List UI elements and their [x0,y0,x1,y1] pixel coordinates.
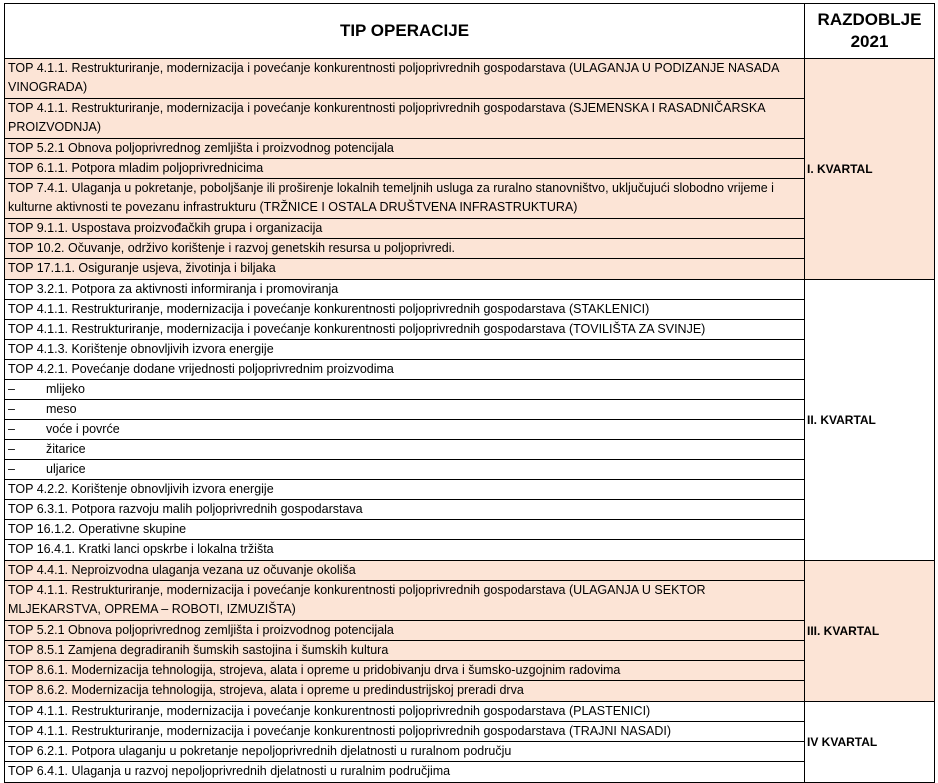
list-dash: – [8,382,15,396]
operation-text: uljarice [46,462,86,476]
operation-text: TOP 4.1.1. Restrukturiranje, modernizacija i povećanje konkurentnosti poljoprivrednih gospodarstava (STAKLENICI) [8,302,650,316]
operation-text: TOP 4.1.1. Restrukturiranje, modernizacija i povećanje konkurentnosti poljoprivrednih gospodarstava (SJEMENSKA I RASADNIČARSKA PROIZVODNJA) [8,101,765,134]
table-row [5,280,804,300]
operation-text: TOP 6.4.1. Ulaganja u razvoj nepoljoprivrednih djelatnosti u ruralnim područjima [8,764,451,778]
table-row [5,219,804,239]
table-row [5,702,804,722]
operation-text: TOP 4.1.3. Korištenje obnovljivih izvora energije [8,342,274,356]
operation-text: voće i povrće [46,422,120,436]
table-row [5,360,804,380]
period-cell: I. KVARTAL [805,59,934,279]
table-row [5,540,804,560]
table-row [5,561,804,581]
table-row [5,99,804,139]
header-period-year: 2021 [850,32,889,51]
table-row [5,400,804,420]
header-operation-type: TIP OPERACIJE [5,4,805,58]
operation-text: TOP 4.1.1. Restrukturiranje, modernizacija i povećanje konkurentnosti poljoprivrednih gospodarstava (PLASTENICI) [8,704,651,718]
operations-table [4,3,935,783]
table-row [5,440,804,460]
table-body [4,59,935,783]
operation-text: TOP 6.3.1. Potpora razvoju malih poljoprivrednih gospodarstava [8,502,363,516]
table-row [5,139,804,159]
quarter-group [4,59,935,280]
quarter-group [4,702,935,783]
table-row [5,59,804,99]
operation-text: TOP 4.2.2. Korištenje obnovljivih izvora energije [8,482,274,496]
operation-text: TOP 7.4.1. Ulaganja u pokretanje, poboljšanje ili proširenje lokalnih temeljnih usluga za ruralno stanovništvo, uključujući slobodno vrijeme i kulturne aktivnosti te povezanu infrastrukturu (TRŽNICE I OSTALA DRUŠTVENA INFRASTRUKTURA) [8,181,774,214]
period-cell: III. KVARTAL [805,561,934,701]
operation-text: TOP 9.1.1. Uspostava proizvođačkih grupa i organizacija [8,221,323,235]
operation-text: TOP 4.4.1. Neproizvodna ulaganja vezana uz očuvanje okoliša [8,563,356,577]
quarter-group [4,561,935,702]
operation-rows [5,59,805,279]
operation-text: TOP 8.5.1 Zamjena degradiranih šumskih sastojina i šumskih kultura [8,643,389,657]
operation-text: TOP 8.6.1. Modernizacija tehnologija, strojeva, alata i opreme u pridobivanju drva i šumsko-uzgojnim radovima [8,663,621,677]
operation-text: žitarice [46,442,86,456]
operation-text: TOP 3.2.1. Potpora za aktivnosti informiranja i promoviranja [8,282,339,296]
operation-text: TOP 4.1.1. Restrukturiranje, modernizacija i povećanje konkurentnosti poljoprivrednih gospodarstava (ULAGANJA U SEKTOR MLJEKARSTVA, OPREMA – ROBOTI, IZMUZIŠTA) [8,583,706,616]
table-row [5,641,804,661]
table-row [5,159,804,179]
operation-text: TOP 10.2. Očuvanje, održivo korištenje i razvoj genetskih resursa u poljoprivredi. [8,241,455,255]
table-row [5,420,804,440]
period-cell: II. KVARTAL [805,280,934,560]
table-row [5,762,804,782]
operation-text: TOP 16.1.2. Operativne skupine [8,522,187,536]
list-dash: – [8,442,15,456]
table-row [5,259,804,279]
operation-text: TOP 4.2.1. Povećanje dodane vrijednosti poljoprivrednim proizvodima [8,362,394,376]
table-row [5,179,804,219]
operation-text: TOP 16.4.1. Kratki lanci opskrbe i lokalna tržišta [8,542,274,556]
operation-text: TOP 5.2.1 Obnova poljoprivrednog zemljišta i proizvodnog potencijala [8,623,394,637]
operation-text: meso [46,402,77,416]
header-period [805,4,934,58]
operation-text: mlijeko [46,382,85,396]
table-row [5,480,804,500]
table-row [5,300,804,320]
operation-rows [5,561,805,701]
table-header [4,3,935,59]
table-row [5,500,804,520]
table-row [5,340,804,360]
table-row [5,520,804,540]
operation-text: TOP 4.1.1. Restrukturiranje, modernizacija i povećanje konkurentnosti poljoprivrednih gospodarstava (TRAJNI NASADI) [8,724,672,738]
list-dash: – [8,462,15,476]
table-row [5,742,804,762]
operation-text: TOP 6.2.1. Potpora ulaganju u pokretanje nepoljoprivrednih djelatnosti u ruralnom području [8,744,512,758]
list-dash: – [8,402,15,416]
table-row [5,661,804,681]
operation-rows [5,280,805,560]
operation-rows [5,702,805,782]
table-row [5,722,804,742]
operation-text: TOP 4.1.1. Restrukturiranje, modernizacija i povećanje konkurentnosti poljoprivrednih gospodarstava (TOVILIŠTA ZA SVINJE) [8,322,706,336]
table-row [5,681,804,701]
table-row [5,460,804,480]
operation-text: TOP 4.1.1. Restrukturiranje, modernizacija i povećanje konkurentnosti poljoprivrednih gospodarstava (ULAGANJA U PODIZANJE NASADA VINOGRADA) [8,61,779,94]
operation-text: TOP 8.6.2. Modernizacija tehnologija, strojeva, alata i opreme u predindustrijskoj preradi drva [8,683,524,697]
period-cell: IV KVARTAL [805,702,934,782]
operation-text: TOP 6.1.1. Potpora mladim poljoprivrednicima [8,161,264,175]
header-period-label: RAZDOBLJE [817,10,922,29]
quarter-group [4,280,935,561]
table-row [5,621,804,641]
table-row [5,581,804,621]
operation-text: TOP 5.2.1 Obnova poljoprivrednog zemljišta i proizvodnog potencijala [8,141,394,155]
table-row [5,239,804,259]
list-dash: – [8,422,15,436]
table-row [5,320,804,340]
operation-text: TOP 17.1.1. Osiguranje usjeva, životinja i biljaka [8,261,276,275]
table-row [5,380,804,400]
